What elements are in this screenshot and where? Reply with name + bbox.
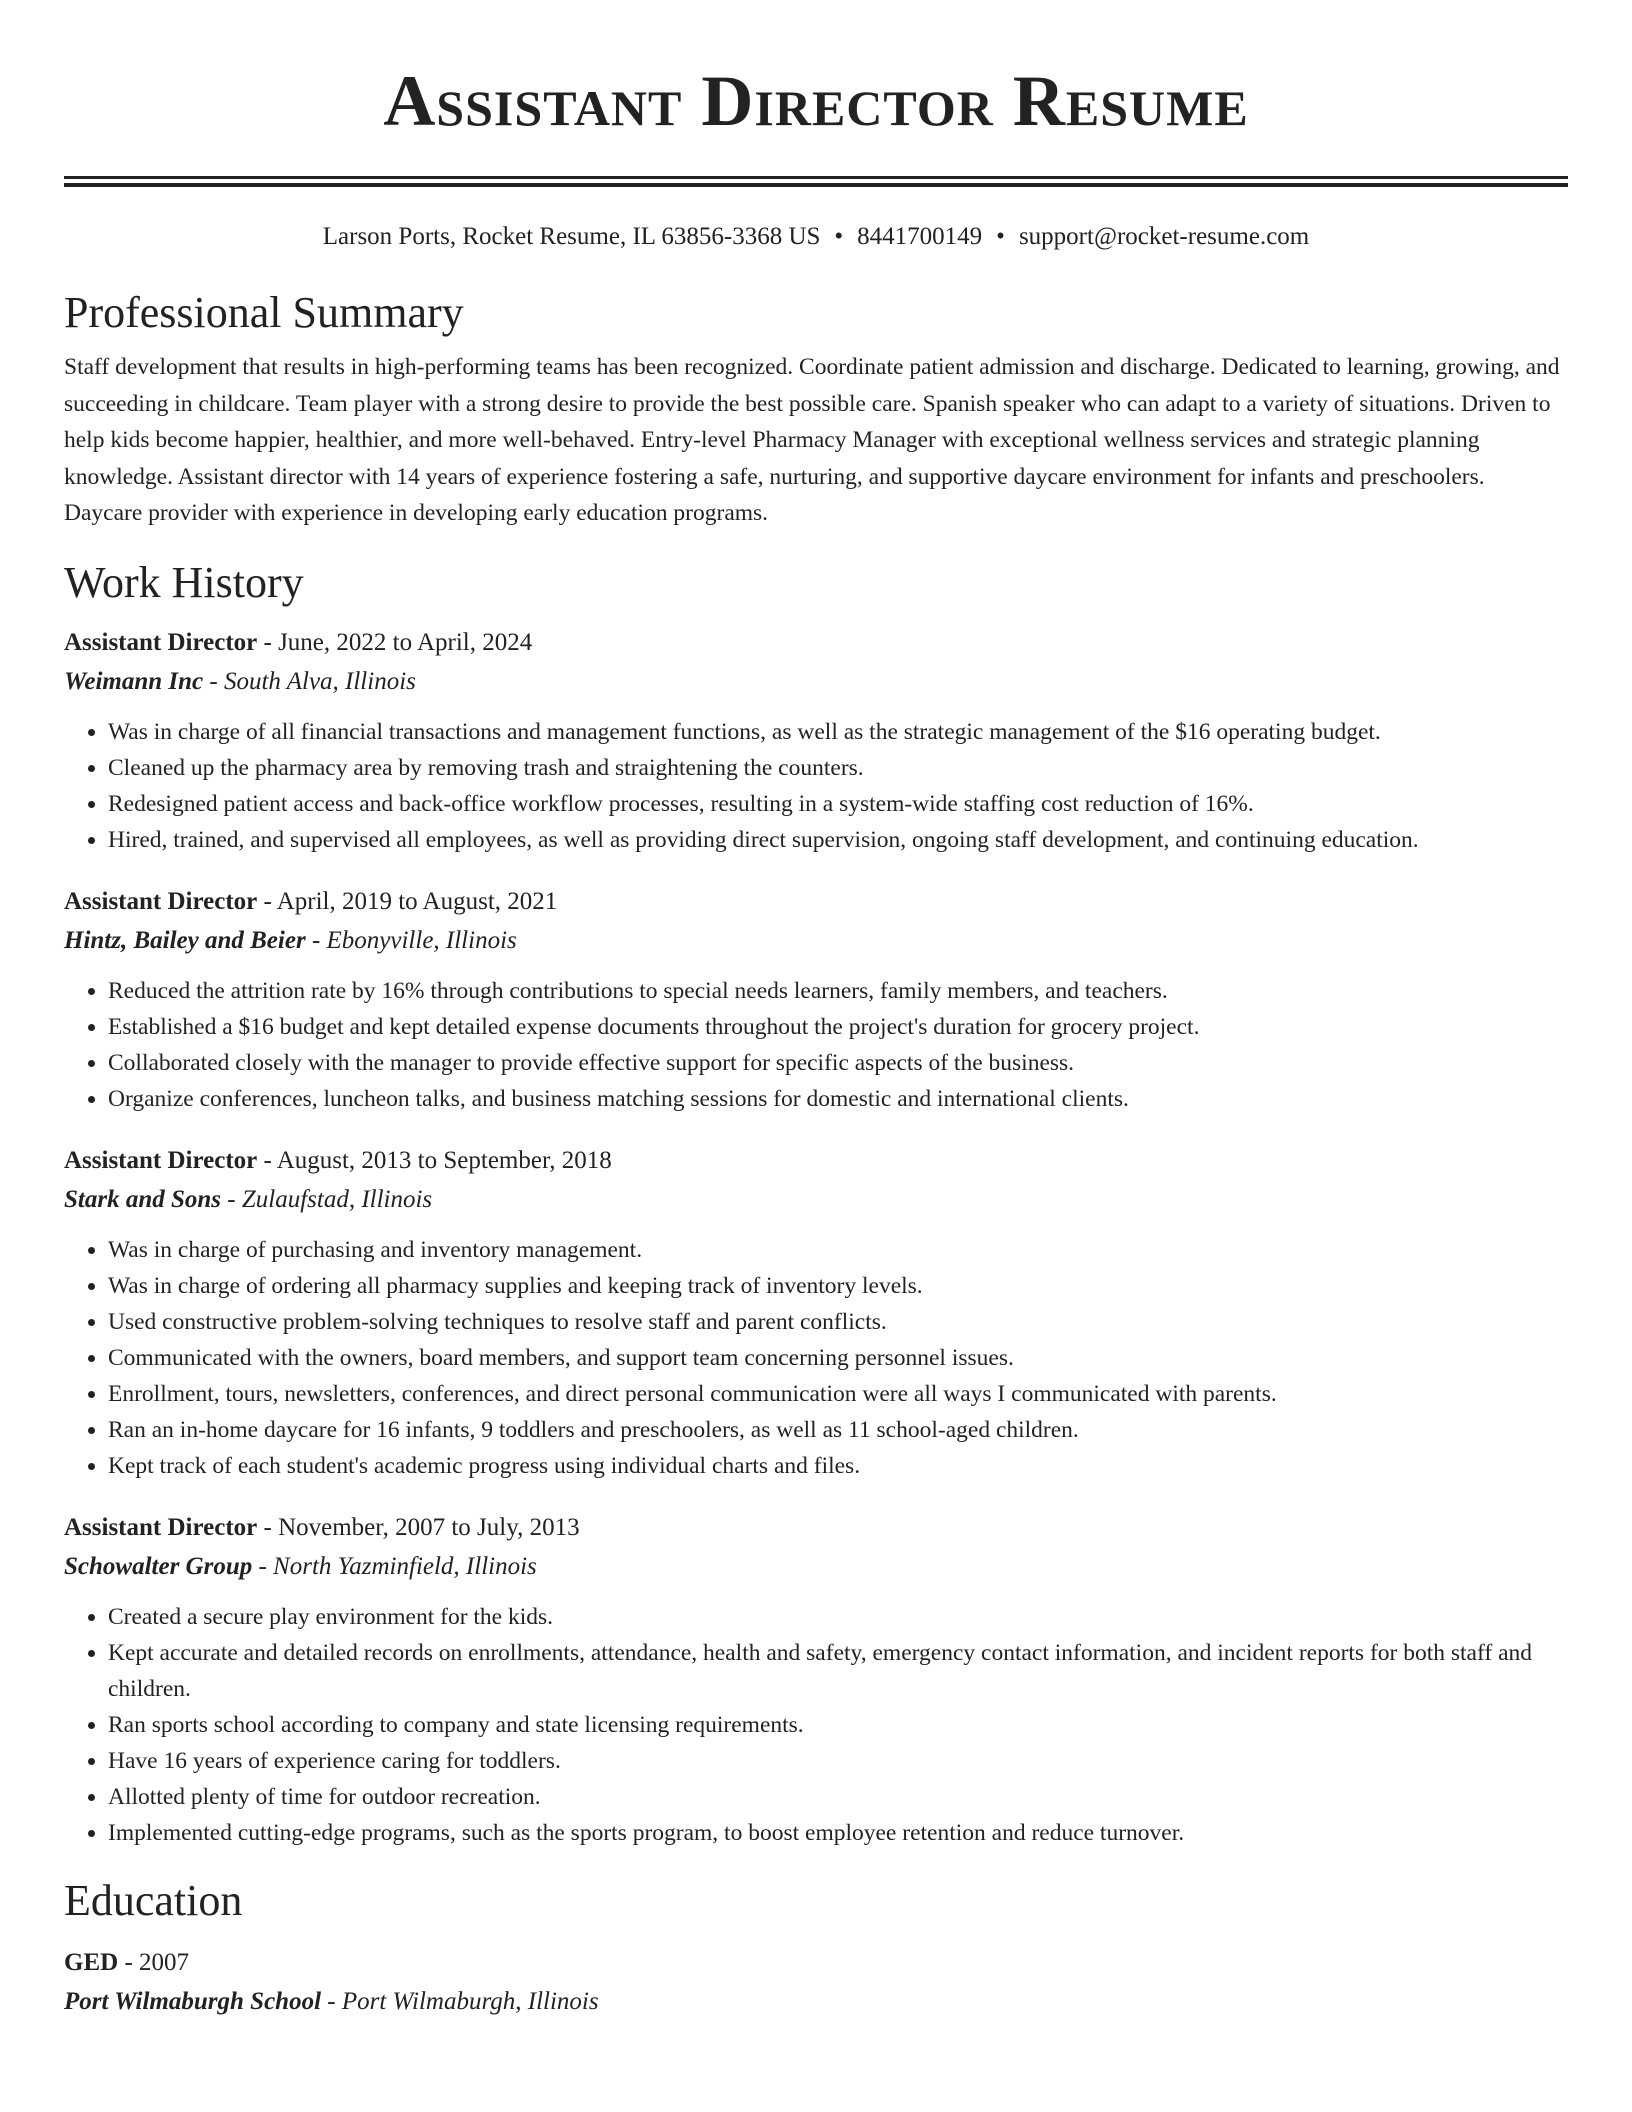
job-entry	[64, 882, 1568, 1117]
job-bullet: • Established a $16 budget and kept detailed expense documents throughout the project's duration for grocery project.	[108, 1009, 1568, 1045]
job-bullet: • Enrollment, tours, newsletters, conferences, and direct personal communication were all ways I communicated with parents.	[108, 1376, 1568, 1412]
degree: GED	[64, 1948, 119, 1976]
contact-separator: •	[834, 223, 844, 250]
job-bullet: • Have 16 years of experience caring for toddlers.	[108, 1743, 1568, 1779]
job-dates: - June, 2022 to April, 2024	[257, 628, 533, 656]
job-bullets	[64, 1599, 1568, 1851]
job-bullet: • Ran sports school according to company and state licensing requirements.	[108, 1707, 1568, 1743]
job-dates: - August, 2013 to September, 2018	[257, 1146, 612, 1174]
job-entry	[64, 1141, 1568, 1484]
work-history-section	[64, 555, 1568, 1851]
job-title-line	[64, 623, 1568, 662]
job-location: - North Yazminfield, Illinois	[252, 1552, 537, 1580]
title-double-rule	[64, 176, 1568, 187]
job-title-line	[64, 882, 1568, 921]
education-entry	[64, 1943, 1568, 2021]
job-bullet: • Redesigned patient access and back-office workflow processes, resulting in a system-wide staffing cost reduction of 16%.	[108, 786, 1568, 822]
job-title-line	[64, 1508, 1568, 1547]
degree-year: - 2007	[118, 1948, 190, 1976]
section-heading: Work History	[64, 557, 304, 607]
contact-line	[64, 221, 1568, 253]
job-location: - Zulaufstad, Illinois	[221, 1185, 433, 1213]
job-company-line	[64, 662, 1568, 701]
job-bullet: • Cleaned up the pharmacy area by removing trash and straightening the counters.	[108, 750, 1568, 786]
job-company: Stark and Sons	[64, 1185, 222, 1213]
contact-separator: •	[996, 223, 1005, 250]
job-location: - South Alva, Illinois	[203, 667, 416, 695]
job-bullet: • Kept track of each student's academic progress using individual charts and files.	[108, 1448, 1568, 1484]
contact-phone: 8441700149	[857, 223, 983, 250]
school-location: - Port Wilmaburgh, Illinois	[321, 1987, 599, 2015]
job-bullet: • Reduced the attrition rate by 16% through contributions to special needs learners, family members, and teachers.	[108, 973, 1568, 1009]
section-heading: Education	[64, 1875, 243, 1925]
job-company: Hintz, Bailey and Beier	[64, 926, 306, 954]
resume-title: Assistant Director Resume	[383, 61, 1249, 141]
job-bullet: • Hired, trained, and supervised all employees, as well as providing direct supervision, ongoing staff development, and continuing education.	[108, 822, 1568, 858]
job-bullet: • Kept accurate and detailed records on enrollments, attendance, health and safety, emergency contact information, and incident reports for both staff and children.	[108, 1635, 1568, 1707]
job-bullet: • Allotted plenty of time for outdoor recreation.	[108, 1779, 1568, 1815]
job-title: Assistant Director	[64, 1146, 258, 1174]
job-dates: - April, 2019 to August, 2021	[257, 887, 558, 915]
job-location: - Ebonyville, Illinois	[305, 926, 517, 954]
job-company: Schowalter Group	[64, 1552, 253, 1580]
job-bullet: • Ran an in-home daycare for 16 infants, 9 toddlers and preschoolers, as well as 11 school-aged children.	[108, 1412, 1568, 1448]
school-name: Port Wilmaburgh School	[64, 1987, 322, 2015]
job-bullet: • Collaborated closely with the manager to provide effective support for specific aspects of the business.	[108, 1045, 1568, 1081]
job-title: Assistant Director	[64, 887, 258, 915]
summary-text: Staff development that results in high-performing teams has been recognized. Coordinate patient admission and discharge. Dedicated to learning, growing, and succeeding in childcare. Team player with a strong desire to provide the best possible care. Spanish speaker who can adapt to a variety of situations. Driven to help kids become happier, healthier, and more well-behaved. Entry-level Pharmacy Manager with exceptional wellness services and strategic planning knowledge. Assistant director with 14 years of experience fostering a safe, nurturing, and supportive daycare environment for infants and preschoolers. Daycare provider with experience in developing early education programs.	[64, 354, 1560, 526]
section-heading: Professional Summary	[64, 288, 464, 337]
job-bullets	[64, 714, 1568, 858]
job-bullet: • Implemented cutting-edge programs, such as the sports program, to boost employee retention and reduce turnover.	[108, 1815, 1568, 1851]
job-bullet: • Organize conferences, luncheon talks, and business matching sessions for domestic and international clients.	[108, 1081, 1568, 1117]
job-title: Assistant Director	[64, 628, 258, 656]
job-bullet: • Communicated with the owners, board members, and support team concerning personnel issues.	[108, 1340, 1568, 1376]
job-bullet: • Was in charge of purchasing and inventory management.	[108, 1232, 1568, 1268]
education-section	[64, 1873, 1568, 2021]
degree-line	[64, 1943, 1568, 1982]
job-entry	[64, 1508, 1568, 1851]
job-company: Weimann Inc	[64, 667, 204, 695]
job-company-line	[64, 1180, 1568, 1219]
contact-address: Larson Ports, Rocket Resume, IL 63856-3368 US	[322, 223, 821, 250]
job-bullets	[64, 1232, 1568, 1484]
job-bullet: • Was in charge of ordering all pharmacy supplies and keeping track of inventory levels.	[108, 1268, 1568, 1304]
job-dates: - November, 2007 to July, 2013	[257, 1513, 580, 1541]
job-bullets	[64, 973, 1568, 1117]
job-bullet: • Was in charge of all financial transactions and management functions, as well as the strategic management of the $16 operating budget.	[108, 714, 1568, 750]
school-line	[64, 1982, 1568, 2021]
job-entry	[64, 623, 1568, 858]
job-company-line	[64, 921, 1568, 960]
contact-email: support@rocket-resume.com	[1018, 223, 1310, 250]
job-title: Assistant Director	[64, 1513, 258, 1541]
job-bullet: • Used constructive problem-solving techniques to resolve staff and parent conflicts.	[108, 1304, 1568, 1340]
job-company-line	[64, 1547, 1568, 1586]
job-title-line	[64, 1141, 1568, 1180]
professional-summary-section	[64, 285, 1568, 532]
job-bullet: • Created a secure play environment for the kids.	[108, 1599, 1568, 1635]
